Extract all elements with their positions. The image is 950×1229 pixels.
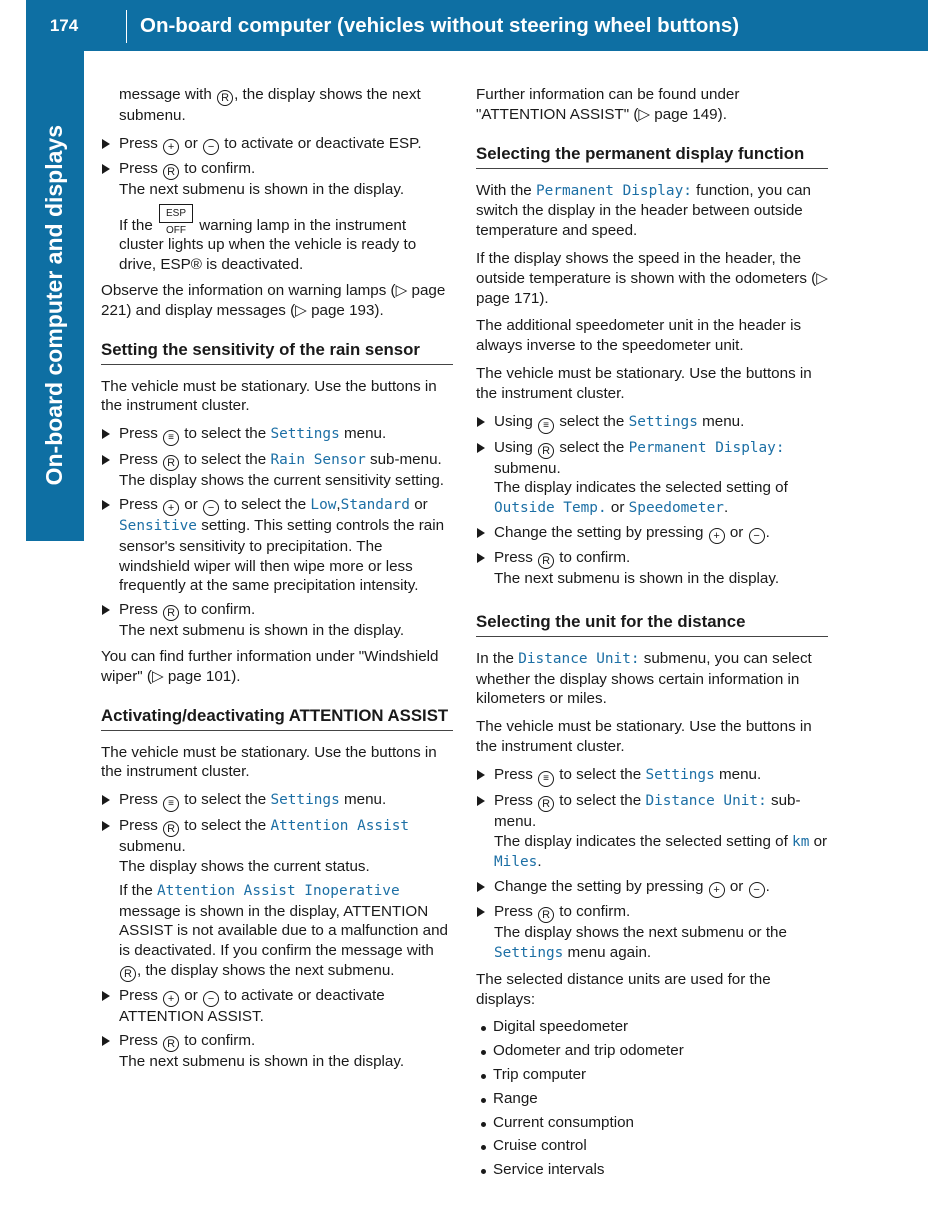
minus-button-icon: −	[749, 528, 765, 544]
paragraph: message with R , the display shows the next submenu.	[119, 86, 421, 124]
paragraph: Observe the information on warning lamps (▷ page 221) and display messages (▷ page 193).	[101, 281, 446, 319]
section-heading: Activating/deactivating ATTENTION ASSIST	[101, 705, 453, 731]
bullet-icon	[481, 1026, 486, 1031]
bullet-icon	[481, 1169, 486, 1174]
instruction-step: Press R to confirm. The next submenu is shown in the display.	[101, 600, 453, 641]
reset-button-icon: R	[163, 164, 179, 180]
esp-off-warning-lamp-icon: ESP OFF	[159, 204, 193, 223]
instruction-step: Press ≡ to select the Settings menu.	[476, 765, 828, 787]
bullet-icon	[481, 1145, 486, 1150]
step-arrow-icon	[477, 417, 485, 427]
step-arrow-icon	[477, 882, 485, 892]
bullet-icon	[481, 1074, 486, 1079]
list-item: Odometer and trip odometer	[476, 1041, 828, 1061]
minus-button-icon: −	[203, 500, 219, 516]
instruction-step: Press R to select the Rain Sensor sub-menu. The display shows the current sensitivity setting.	[101, 450, 453, 491]
instruction-step: Press + or − to activate or deactivate ESP.	[101, 134, 453, 155]
paragraph: If the display shows the speed in the header, the outside temperature is shown with the odometers (▷ page 171).	[476, 249, 828, 307]
step-arrow-icon	[102, 1036, 110, 1046]
paragraph: The vehicle must be stationary. Use the buttons in the instrument cluster.	[476, 718, 812, 755]
instruction-step: Press R to confirm. The next submenu is shown in the display.	[101, 1031, 453, 1072]
reset-button-icon: R	[538, 553, 554, 569]
reset-button-icon: R	[538, 796, 554, 812]
minus-button-icon: −	[203, 991, 219, 1007]
instruction-step: Press ≡ to select the Settings menu.	[101, 424, 453, 446]
paragraph: You can find further information under "Windshield wiper" (▷ page 101).	[101, 647, 439, 685]
step-arrow-icon	[477, 770, 485, 780]
step-arrow-icon	[102, 164, 110, 174]
paragraph: The vehicle must be stationary. Use the buttons in the instrument cluster.	[101, 377, 437, 415]
plus-button-icon: +	[163, 500, 179, 516]
list-item: Range	[476, 1089, 828, 1109]
instruction-step: Press R to confirm. The next submenu is shown in the display.	[476, 548, 828, 589]
instruction-step: Press + or − to select the Low,Standard or Sensitive setting. This setting controls the rain sensor's sensitivity to precipitation. The windshield wiper will then wipe more or less frequently at the same precipitation intensity.	[101, 495, 453, 596]
left-column	[101, 85, 453, 1076]
instruction-step: Press R to select the Attention Assist submenu. The display shows the current status. If the Attention Assist Inoperative message is shown in the display, ATTENTION ASSIST is not available due to a malfunction and is deactivated. If you confirm the message with R , the display shows the next submenu.	[101, 816, 453, 982]
step-arrow-icon	[102, 795, 110, 805]
paragraph: Further information can be found under "ATTENTION ASSIST" (▷ page 149).	[476, 86, 740, 123]
list-item: Service intervals	[476, 1160, 828, 1180]
instruction-step: Press + or − to activate or deactivate ATTENTION ASSIST.	[101, 986, 453, 1027]
instruction-step: Using R select the Permanent Display: submenu. The display indicates the selected setting of Outside Temp. or Speedometer.	[476, 438, 828, 519]
reset-button-icon: R	[538, 907, 554, 923]
reset-button-icon: R	[538, 443, 554, 459]
step-arrow-icon	[477, 907, 485, 917]
paragraph: In the Distance Unit: submenu, you can select whether the display shows certain information in kilometers or miles.	[476, 649, 812, 708]
step-arrow-icon	[477, 553, 485, 563]
chapter-tab	[26, 51, 84, 541]
step-arrow-icon	[102, 139, 110, 149]
reset-button-icon: R	[163, 455, 179, 471]
minus-button-icon: −	[749, 882, 765, 898]
instruction-step: Change the setting by pressing + or − .	[476, 877, 828, 898]
list-item: Digital speedometer	[476, 1017, 828, 1037]
step-arrow-icon	[477, 443, 485, 453]
step-arrow-icon	[102, 605, 110, 615]
reset-button-icon: R	[163, 1036, 179, 1052]
display-list	[476, 1017, 828, 1180]
plus-button-icon: +	[163, 139, 179, 155]
right-column	[476, 85, 828, 1184]
menu-button-icon: ≡	[538, 771, 554, 787]
list-item: Cruise control	[476, 1136, 828, 1156]
section-heading: Setting the sensitivity of the rain sensor	[101, 339, 453, 365]
reset-button-icon: R	[217, 90, 233, 106]
step-arrow-icon	[102, 455, 110, 465]
minus-button-icon: −	[203, 139, 219, 155]
plus-button-icon: +	[163, 991, 179, 1007]
instruction-step: Press R to confirm. The display shows the next submenu or the Settings menu again.	[476, 902, 828, 964]
list-item: Trip computer	[476, 1065, 828, 1085]
chapter-tab-label: On-board computer and displays	[41, 124, 68, 485]
paragraph: The additional speedometer unit in the header is always inverse to the speedometer unit.	[476, 317, 802, 355]
plus-button-icon: +	[709, 882, 725, 898]
instruction-step: Change the setting by pressing + or − .	[476, 523, 828, 544]
bullet-icon	[481, 1098, 486, 1103]
header-divider	[126, 10, 127, 43]
page-header	[26, 0, 928, 51]
instruction-step: Press ≡ to select the Settings menu.	[101, 790, 453, 812]
step-arrow-icon	[102, 991, 110, 1001]
page-number: 174	[49, 15, 79, 35]
section-heading: Selecting the unit for the distance	[476, 611, 828, 637]
menu-button-icon: ≡	[163, 796, 179, 812]
paragraph: With the Permanent Display: function, you can switch the display in the header between outside temperature and speed.	[476, 181, 811, 240]
reset-button-icon: R	[163, 605, 179, 621]
step-arrow-icon	[477, 528, 485, 538]
bullet-icon	[481, 1122, 486, 1127]
reset-button-icon: R	[163, 821, 179, 837]
instruction-step: Press R to select the Distance Unit: sub-menu. The display indicates the selected setting of km or Miles.	[476, 791, 828, 873]
step-arrow-icon	[102, 500, 110, 510]
page-title: On-board computer (vehicles without steering wheel buttons)	[140, 13, 740, 37]
instruction-step: Using ≡ select the Settings menu.	[476, 412, 828, 434]
list-item: Current consumption	[476, 1113, 828, 1133]
paragraph: The vehicle must be stationary. Use the buttons in the instrument cluster.	[476, 364, 812, 402]
reset-button-icon: R	[120, 966, 136, 982]
paragraph: The vehicle must be stationary. Use the buttons in the instrument cluster.	[101, 743, 437, 781]
bullet-icon	[481, 1050, 486, 1055]
step-arrow-icon	[102, 821, 110, 831]
step-arrow-icon	[102, 429, 110, 439]
menu-button-icon: ≡	[538, 418, 554, 434]
menu-button-icon: ≡	[163, 430, 179, 446]
plus-button-icon: +	[709, 528, 725, 544]
section-heading: Selecting the permanent display function	[476, 143, 828, 169]
instruction-step: Press R to confirm. The next submenu is shown in the display. If the ESP OFF warning lamp in the instrument cluster lights up when the vehicle is ready to drive, ESP® is deactivated.	[101, 159, 453, 275]
step-arrow-icon	[477, 796, 485, 806]
paragraph: The selected distance units are used for the displays:	[476, 970, 771, 1008]
